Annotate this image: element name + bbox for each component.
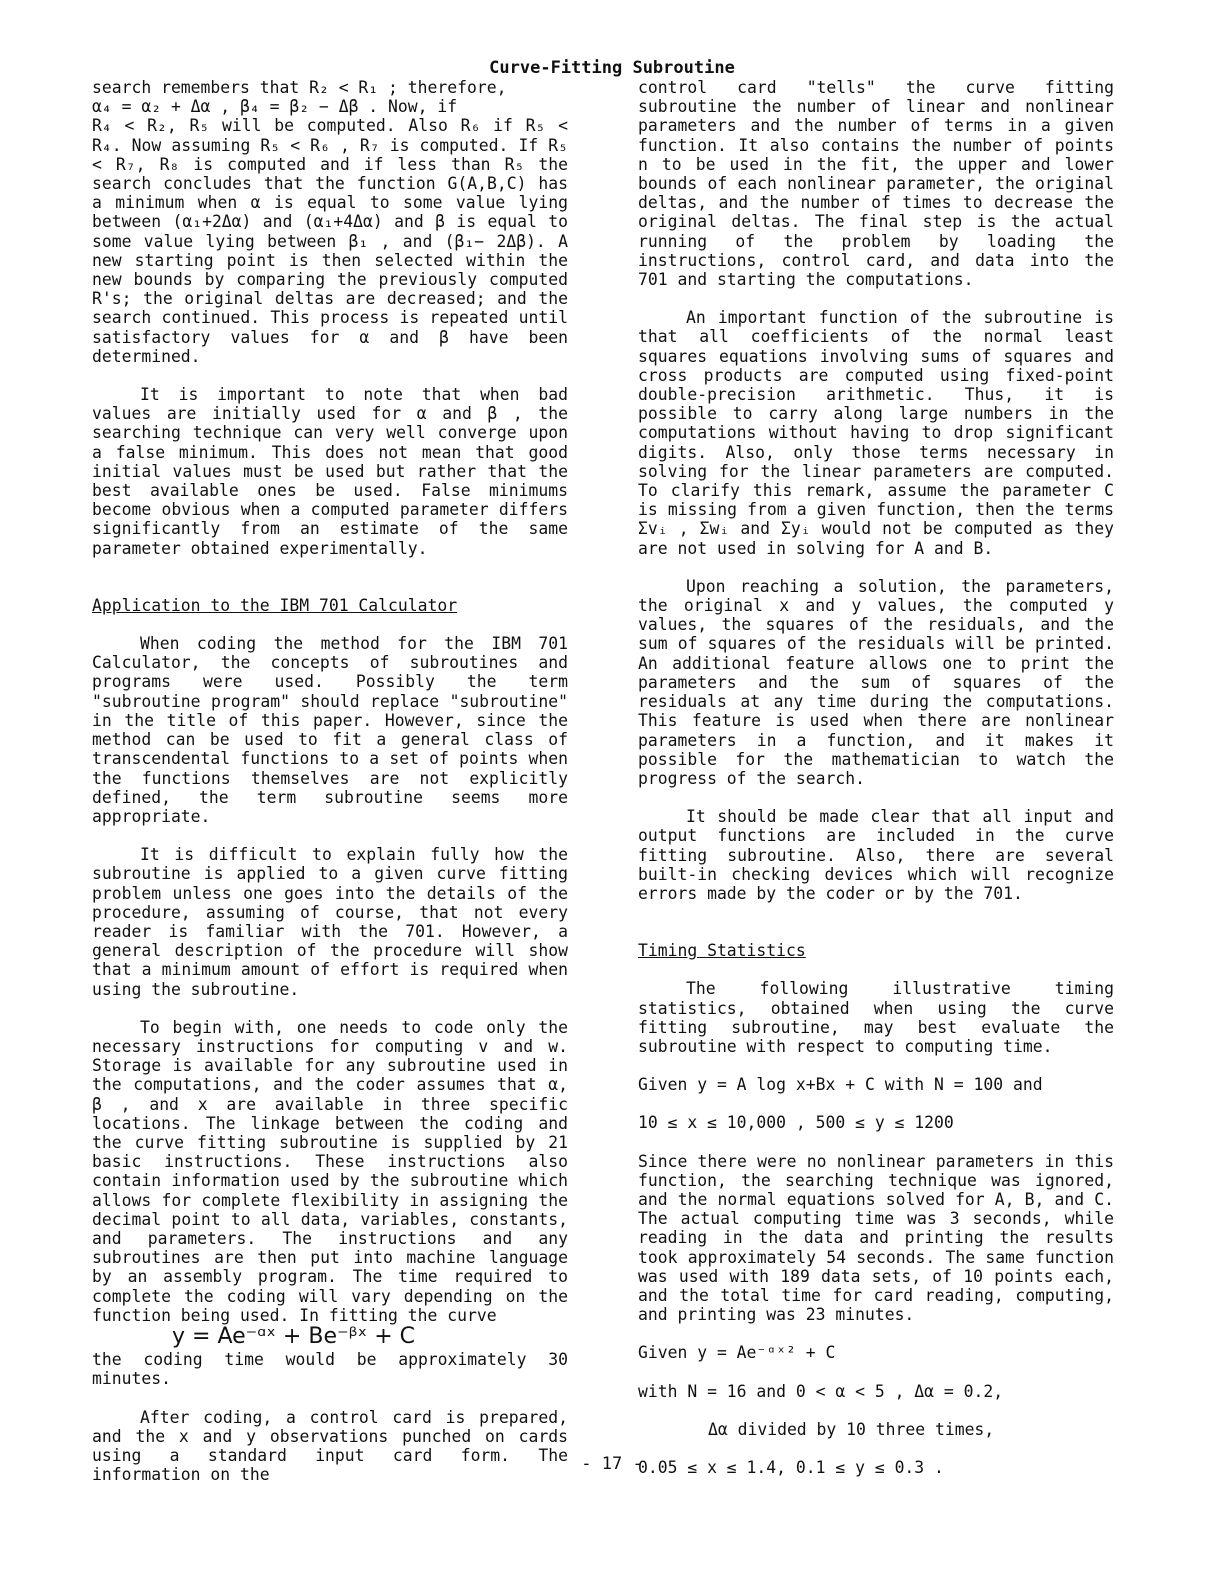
- paragraph: After coding, a control card is prepared, and the x and y observations punched on cards using a standard input card form. The information on the: [92, 1407, 568, 1485]
- paragraph: Upon reaching a solution, the parameters, the original x and y values, the computed y values, the squares of the residuals, and the sum of squares of the residuals will be printed. An additional feature allows one to print the parameters and the sum of squares of the residuals at any time during the computations. This feature is used when there are nonlinear parameters in a function, and it makes it possible for the mathematician to watch the progress of the search.: [638, 576, 1114, 788]
- equation-line: Δα divided by 10 three times,: [708, 1419, 995, 1439]
- paragraph: R₄ < R₂, R₅ will be computed. Also R₆ if R₅ < R₄. Now assuming R₅ < R₆ , R₇ is computed. If R₅ < R₇, R₈ is computed and if less than R₅ the search concludes that the function G(A,B,C) has a minimum when α is equal to some value lying between (α₁+2Δα) and (α₁+4Δα) and β is equal to some value lying between β₁ , and (β₁− 2Δβ). A new starting point is then selected within the new bounds by comparing the previously computed R's; the original deltas are decreased; and the search continued. This process is repeated until satisfactory values for α and β have been determined.: [92, 116, 568, 366]
- paragraph: the coding time would be approximately 30 minutes.: [92, 1350, 568, 1389]
- equation-line: with N = 16 and 0 < α < 5 , Δα = 0.2,: [638, 1381, 1004, 1401]
- right-column: [638, 78, 1114, 1477]
- paragraph: It is important to note that when bad values are initially used for α and β , the searching technique can very well converge upon a false minimum. This does not mean that good initial values must be used but rather that the best available ones be used. False minimums become obvious when a computed parameter differs significantly from an estimate of the same parameter obtained experimentally.: [92, 385, 568, 558]
- paragraph: control card "tells" the curve fitting subroutine the number of linear and nonlinear parameters and the number of terms in a given function. It also contains the number of points n to be used in the fit, the upper and lower bounds of each nonlinear parameter, the original deltas, and the number of times to decrease the original deltas. The final step is the actual running of the problem by loading the instructions, control card, and data into the 701 and starting the computations.: [638, 78, 1114, 290]
- equation-line: Given y = Ae⁻ᵅˣ² + C: [638, 1343, 836, 1363]
- left-column: [92, 78, 568, 1484]
- paragraph: search remembers that R₂ < R₁ ; therefore,: [92, 78, 507, 97]
- section-heading: Application to the IBM 701 Calculator: [92, 595, 458, 615]
- section-heading: Timing Statistics: [638, 941, 806, 961]
- paragraph: It should be made clear that all input and output functions are included in the curve fitting subroutine. Also, there are several built-in checking devices which will recognize errors made by the coder or by the 701.: [638, 807, 1114, 903]
- equation-line: 0.05 ≤ x ≤ 1.4, 0.1 ≤ y ≤ 0.3 .: [638, 1457, 944, 1477]
- paragraph: To begin with, one needs to code only the necessary instructions for computing v and w. Storage is available for any subroutine used in the computations, and the coder assumes that α, β , and x are available in three specific locations. The linkage between the coding and the curve fitting subroutine is supplied by 21 basic instructions. These instructions also contain information used by the subroutine which allows for complete flexibility in assigning the decimal point to all data, variables, constants, and parameters. The instructions and any subroutines are then put into machine language by an assembly program. The time required to complete the coding will vary depending on the function being used. In fitting the curve: [92, 1017, 568, 1325]
- equation-line: 10 ≤ x ≤ 10,000 , 500 ≤ y ≤ 1200: [638, 1113, 954, 1133]
- equation-line: Given y = A log x+Bx + C with N = 100 and: [638, 1075, 1043, 1095]
- paragraph: An important function of the subroutine is that all coefficients of the normal least squares equations involving sums of squares and cross products are computed using fixed-point double-precision arithmetic. Thus, it is possible to carry along large numbers in the computations without having to drop significant digits. Also, only those terms necessary in solving for the linear parameters are computed. To clarify this remark, assume the parameter C is missing from a given function, then the terms Σvᵢ , Σwᵢ and Σyᵢ would not be computed as they are not used in solving for A and B.: [638, 308, 1114, 558]
- running-title: Curve-Fitting Subroutine: [489, 58, 735, 78]
- page-number: - 17 -: [581, 1454, 643, 1474]
- paragraph: The following illustrative timing statistics, obtained when using the curve fitting subroutine, may best evaluate the subroutine with respect to computing time.: [638, 979, 1114, 1056]
- curve-equation: y = Ae⁻ᵅˣ + Be⁻ᵝˣ + C: [172, 1323, 415, 1349]
- paragraph: Since there were no nonlinear parameters in this function, the searching technique was ignored, and the normal equations solved for A, B, and C. The actual computing time was 3 seconds, while reading in the data and printing the results took approximately 54 seconds. The same function was used with 189 data sets, of 10 points each, and the total time for card reading, computing, and printing was 23 minutes.: [638, 1151, 1114, 1325]
- paragraph: It is difficult to explain fully how the subroutine is applied to a given curve fitting problem unless one goes into the details of the procedure, assuming of course, that not every reader is familiar with the 701. However, a general description of the procedure will show that a minimum amount of effort is required when using the subroutine.: [92, 845, 568, 999]
- paragraph: When coding the method for the IBM 701 Calculator, the concepts of subroutines and programs were used. Possibly the term "subroutine program" should replace "subroutine" in the title of this paper. However, since the method can be used to fit a general class of transcendental functions to a set of points when the functions themselves are not explicitly defined, the term subroutine seems more appropriate.: [92, 634, 568, 826]
- paragraph: α₄ = α₂ + Δα , β₄ = β₂ − Δβ . Now, if: [92, 97, 458, 117]
